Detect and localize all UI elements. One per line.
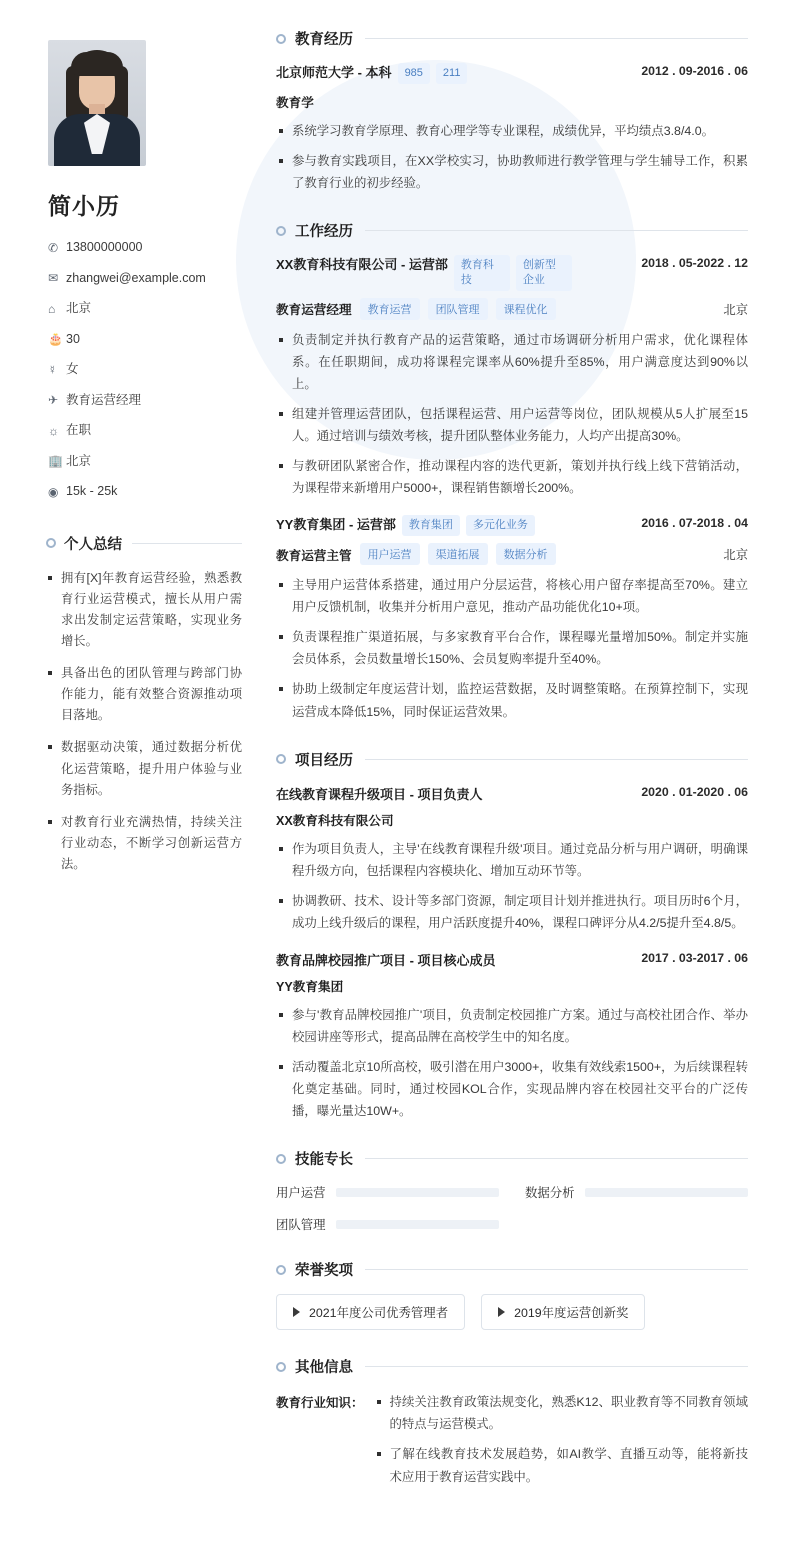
status-icon: ☼ <box>48 423 59 438</box>
email-icon: ✉ <box>48 271 59 286</box>
section-summary <box>46 533 242 876</box>
project-date: 2017 . 03-2017 . 06 <box>641 950 748 965</box>
list-item: 参与教育实践项目，在XX学校实习，协助教师进行教学管理与学生辅导工作，积累了教育行业的初步经验。 <box>276 150 748 194</box>
skill-item <box>525 1183 748 1201</box>
list-item: 具备出色的团队管理与跨部门协作能力，能有效整合资源推动项目落地。 <box>46 663 242 726</box>
other-info-bullets <box>374 1391 748 1495</box>
skill-list <box>276 1183 748 1233</box>
company-name: XX教育科技有限公司 - 运营部 <box>276 257 448 273</box>
section-title-skills <box>276 1148 748 1169</box>
list-item: 负责课程推广渠道拓展，与多家教育平台合作，课程曝光量增加50%。制定并实施会员体系，会员数量增长150%、会员复购率提升至40%。 <box>276 626 748 670</box>
education-major: 教育学 <box>276 95 314 110</box>
contact-value-phone: 13800000000 <box>66 240 143 254</box>
contact-value-city: 北京 <box>66 453 92 468</box>
contact-value-hometown: 北京 <box>66 301 92 315</box>
award-label: 2021年度公司优秀管理者 <box>309 1306 449 1321</box>
badge-211: 211 <box>436 63 468 84</box>
contact-item-position <box>48 392 242 410</box>
circle-bullet-icon <box>276 34 286 44</box>
project-org: YY教育集团 <box>276 979 344 994</box>
project-date: 2020 . 01-2020 . 06 <box>641 784 748 799</box>
section-title-other <box>276 1356 748 1377</box>
contact-item-age <box>48 331 242 349</box>
work-location: 北京 <box>723 302 748 317</box>
list-item: 与教研团队紧密合作，推动课程内容的迭代更新，策划并执行线上线下营销活动，为课程带来新增用户5000+，课程销售额增长200%。 <box>276 455 748 499</box>
company-tag: 教育科技 <box>454 255 510 291</box>
award-item[interactable] <box>481 1294 645 1330</box>
entry-header <box>276 515 748 536</box>
section-title-summary-label: 个人总结 <box>64 536 122 553</box>
entry-header <box>276 63 748 84</box>
work-bullets <box>276 574 748 722</box>
other-info-row <box>276 1391 748 1495</box>
list-item: 系统学习教育学原理、教育心理学等专业课程，成绩优异，平均绩点3.8/4.0。 <box>276 120 748 142</box>
list-item: 活动覆盖北京10所高校，吸引潜在用户3000+，收集有效线索1500+，为后续课程转化奠定基础。同时，通过校园KOL合作，实现品牌内容在校园社交平台的广泛传播，曝光量达10W+。 <box>276 1056 748 1122</box>
skill-item <box>276 1215 499 1233</box>
skill-chip: 用户运营 <box>360 543 420 565</box>
project-org: XX教育科技有限公司 <box>276 813 394 828</box>
project-entry <box>276 784 748 934</box>
work-date: 2016 . 07-2018 . 04 <box>641 516 748 531</box>
project-entry <box>276 950 748 1122</box>
circle-bullet-icon <box>276 1362 286 1372</box>
list-item: 持续关注教育政策法规变化，熟悉K12、职业教育等不同教育领域的特点与运营模式。 <box>374 1391 748 1435</box>
list-item: 对教育行业充满热情，持续关注行业动态，不断学习创新运营方法。 <box>46 812 242 875</box>
contact-list <box>48 239 242 501</box>
city-icon: 🏢 <box>48 454 63 469</box>
company-name: YY教育集团 - 运营部 <box>276 517 396 533</box>
skill-label: 用户运营 <box>276 1186 326 1201</box>
award-label: 2019年度运营创新奖 <box>514 1306 629 1321</box>
skill-progress-bar <box>585 1188 748 1197</box>
list-item: 拥有[X]年教育运营经验，熟悉教育行业运营模式，擅长从用户需求出发制定运营策略，实现业务增长。 <box>46 568 242 653</box>
avatar <box>48 40 146 166</box>
education-bullets <box>276 120 748 194</box>
section-title-projects-label: 项目经历 <box>295 752 353 769</box>
list-item: 数据驱动决策，通过数据分析优化运营策略，提升用户体验与业务指标。 <box>46 737 242 800</box>
divider <box>365 1366 748 1367</box>
divider <box>365 38 748 39</box>
contact-value-gender: 女 <box>66 362 79 376</box>
section-work-experience <box>276 220 748 723</box>
phone-icon: ✆ <box>48 240 59 255</box>
work-entry <box>276 255 748 499</box>
skill-chip: 团队管理 <box>428 298 488 320</box>
section-title-awards-label: 荣誉奖项 <box>295 1263 353 1280</box>
company-tag: 创新型企业 <box>516 255 572 291</box>
contact-value-salary: 15k - 25k <box>66 484 118 498</box>
list-item: 主导用户运营体系搭建，通过用户分层运营，将核心用户留存率提高至70%。建立用户反馈机制，收集并分析用户意见，推动产品功能优化10+项。 <box>276 574 748 618</box>
circle-bullet-icon <box>276 1265 286 1275</box>
skill-progress-bar <box>336 1220 499 1229</box>
work-date: 2018 . 05-2022 . 12 <box>641 256 748 271</box>
work-bullets <box>276 329 748 500</box>
salary-icon: ◉ <box>48 484 59 499</box>
list-item: 组建并管理运营团队，包括课程运营、用户运营等岗位，团队规模从5人扩展至15人。通过培训与绩效考核，提升团队整体业务能力，人均产出提高30%。 <box>276 403 748 447</box>
skill-chip: 课程优化 <box>496 298 556 320</box>
work-location: 北京 <box>723 548 748 563</box>
circle-bullet-icon <box>276 754 286 764</box>
list-item: 了解在线教育技术发展趋势，如AI教学、直播互动等，能将新技术应用于教育运营实践中。 <box>374 1443 748 1487</box>
award-list <box>276 1294 748 1330</box>
education-entry <box>276 63 748 194</box>
contact-item-job-status <box>48 422 242 440</box>
circle-bullet-icon <box>276 1154 286 1164</box>
work-role-row <box>276 298 748 320</box>
divider <box>365 759 748 760</box>
contact-item-gender <box>48 361 242 379</box>
skill-progress-bar <box>336 1188 499 1197</box>
entry-header <box>276 950 748 969</box>
skill-chip: 渠道拓展 <box>428 543 488 565</box>
main-content <box>258 28 748 1522</box>
entry-header <box>276 784 748 803</box>
skill-item <box>276 1183 499 1201</box>
position-icon: ✈ <box>48 393 59 408</box>
list-item: 负责制定并执行教育产品的运营策略，通过市场调研分析用户需求，优化课程体系。在任职期间，成功将课程完课率从60%提升至85%，用户满意度达到90%以上。 <box>276 329 748 395</box>
divider <box>365 1158 748 1159</box>
skill-chip: 教育运营 <box>360 298 420 320</box>
page-title: 简小历 <box>48 193 120 219</box>
list-item: 参与'教育品牌校园推广'项目，负责制定校园推广方案。通过与高校社团合作、举办校园讲座等形式，提高品牌在高校学生中的知名度。 <box>276 1004 748 1048</box>
skill-label: 数据分析 <box>525 1186 575 1201</box>
contact-item-salary <box>48 483 242 501</box>
contact-item-hometown <box>48 300 242 318</box>
job-title: 教育运营主管 <box>276 548 352 563</box>
home-icon: ⌂ <box>48 301 56 316</box>
job-title: 教育运营经理 <box>276 303 352 318</box>
list-item: 协助上级制定年度运营计划，监控运营数据，及时调整策略。在预算控制下，实现运营成本降低15%，同时保证运营效果。 <box>276 678 748 722</box>
contact-item-email <box>48 270 242 288</box>
project-bullets <box>276 1004 748 1122</box>
section-title-awards <box>276 1259 748 1280</box>
section-title-skills-label: 技能专长 <box>295 1152 353 1169</box>
work-entry <box>276 515 748 722</box>
award-item[interactable] <box>276 1294 465 1330</box>
project-bullets <box>276 838 748 934</box>
sidebar <box>46 28 258 1522</box>
contact-item-phone <box>48 239 242 257</box>
circle-bullet-icon <box>46 538 56 548</box>
section-education <box>276 28 748 194</box>
section-title-work <box>276 220 748 241</box>
divider <box>365 1269 748 1270</box>
section-skills <box>276 1148 748 1233</box>
contact-value-position: 教育运营经理 <box>66 392 142 407</box>
project-name: 教育品牌校园推广项目 - 项目核心成员 <box>276 952 496 968</box>
company-tag: 多元化业务 <box>466 515 535 536</box>
contact-value-job-status: 在职 <box>66 423 92 437</box>
section-title-education <box>276 28 748 49</box>
section-title-summary <box>46 533 242 554</box>
school-name: 北京师范大学 - 本科 <box>276 65 392 80</box>
play-triangle-icon <box>293 1307 300 1317</box>
company-tag: 教育集团 <box>402 515 460 536</box>
gender-icon: ☿ <box>48 362 57 377</box>
cake-icon: 🎂 <box>48 332 63 347</box>
section-awards <box>276 1259 748 1330</box>
skill-chip: 数据分析 <box>496 543 556 565</box>
section-title-work-label: 工作经历 <box>295 224 353 241</box>
work-role-row <box>276 543 748 565</box>
list-item: 协调教研、技术、设计等多部门资源，制定项目计划并推进执行。项目历时6个月，成功上线升级后的课程，用户活跃度提升40%，课程口碑评分从4.2/5提升至4.8/5。 <box>276 890 748 934</box>
badge-985: 985 <box>398 63 430 84</box>
entry-header <box>276 255 748 291</box>
divider <box>132 543 242 544</box>
list-item: 作为项目负责人，主导'在线教育课程升级'项目。通过竞品分析与用户调研，明确课程升级方向，包括课程内容模块化、增加互动环节等。 <box>276 838 748 882</box>
contact-item-city <box>48 453 242 471</box>
skill-label: 团队管理 <box>276 1218 326 1233</box>
circle-bullet-icon <box>276 226 286 236</box>
play-triangle-icon <box>498 1307 505 1317</box>
section-title-education-label: 教育经历 <box>295 32 353 48</box>
other-info-label: 教育行业知识： <box>276 1396 364 1411</box>
education-date: 2012 . 09-2016 . 06 <box>641 64 748 78</box>
section-title-projects <box>276 749 748 770</box>
contact-value-email: zhangwei@example.com <box>66 270 206 285</box>
summary-list <box>46 568 242 876</box>
section-other-info <box>276 1356 748 1495</box>
section-title-other-label: 其他信息 <box>295 1360 353 1377</box>
divider <box>365 230 748 231</box>
contact-value-age: 30 <box>66 331 80 346</box>
section-projects <box>276 749 748 1123</box>
project-name: 在线教育课程升级项目 - 项目负责人 <box>276 786 483 802</box>
